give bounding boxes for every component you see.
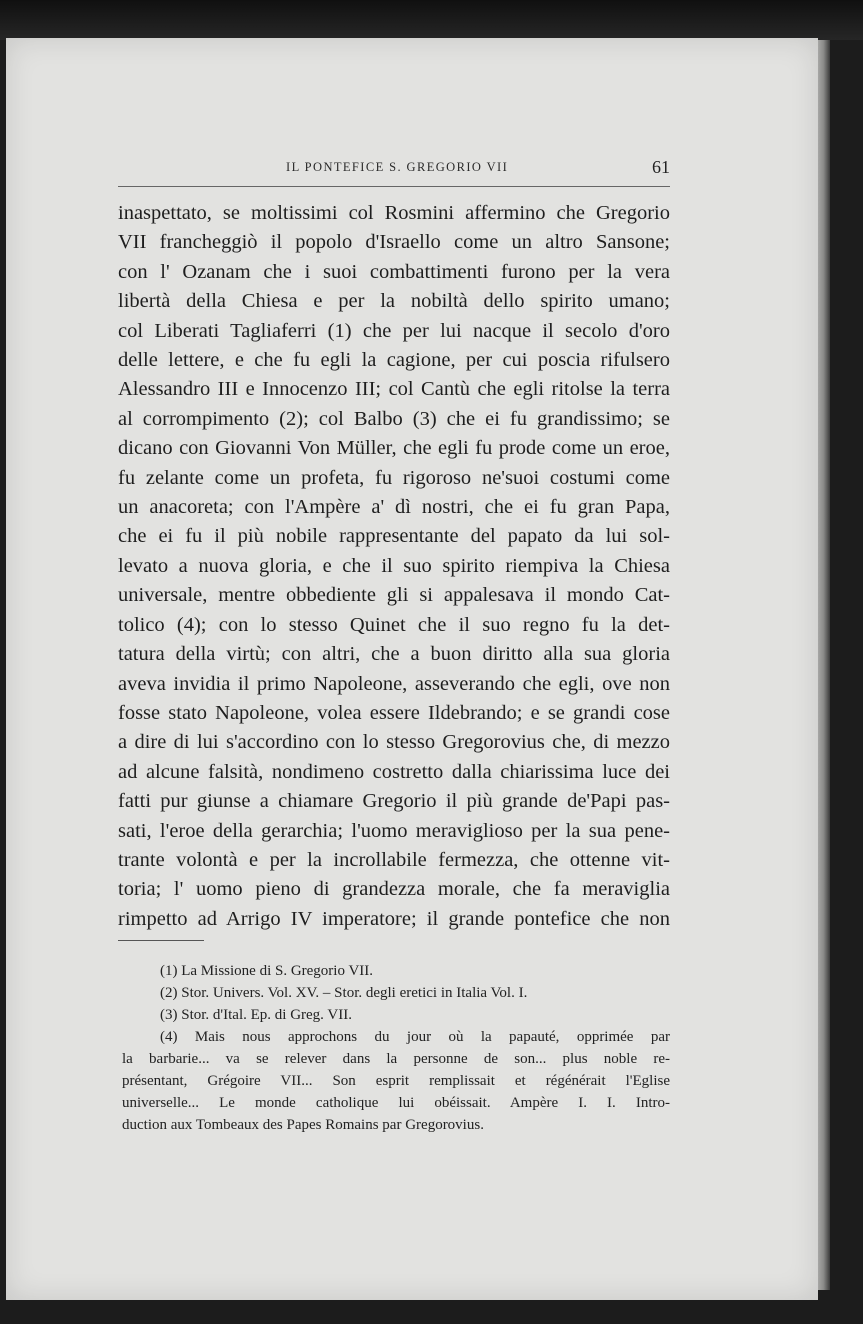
footnote-4-line: la barbarie... va se relever dans la personne de son... plus noble re- xyxy=(122,1051,670,1067)
text-line: fosse stato Napoleone, volea essere Ildebrando; e se grandi cose xyxy=(118,701,670,724)
text-line: inaspettato, se moltissimi col Rosmini affermino che Gregorio xyxy=(118,202,670,224)
text-line: tatura della virtù; con altri, che a buon diritto alla sua gloria xyxy=(118,643,670,666)
footnote-2: (2) Stor. Univers. Vol. XV. – Stor. degli eretici in Italia Vol. I. xyxy=(160,985,528,1001)
text-line: ad alcune falsità, nondimeno costretto dalla chiarissima luce dei xyxy=(118,760,670,783)
scan-background-top xyxy=(0,0,863,40)
text-line: universale, mentre obbediente gli si appalesava il mondo Cat- xyxy=(118,584,670,607)
running-title: IL PONTEFICE S. GREGORIO VII xyxy=(286,160,509,174)
footnote-4-line: présentant, Grégoire VII... Son esprit remplissait et régénérait l'Eglise xyxy=(122,1073,670,1089)
text-line: libertà della Chiesa e per la nobiltà dello spirito umano; xyxy=(118,290,670,313)
footnote-4-line: duction aux Tombeaux des Papes Romains par Gregorovius. xyxy=(122,1117,484,1133)
text-line: toria; l' uomo pieno di grandezza morale, che fa meraviglia xyxy=(118,878,670,901)
text-line: fatti pur giunse a chiamare Gregorio il più grande de'Papi pas- xyxy=(118,790,670,813)
page-number: 61 xyxy=(652,157,670,177)
text-line: col Liberati Tagliaferri (1) che per lui nacque il secolo d'oro xyxy=(118,319,670,342)
footnote-4-line: universelle... Le monde catholique lui obéissait. Ampère I. I. Intro- xyxy=(122,1095,670,1111)
text-line: tolico (4); con lo stesso Quinet che il suo regno fu la det- xyxy=(118,613,670,636)
text-line: fu zelante come un profeta, fu rigoroso ne'suoi costumi come xyxy=(118,466,670,489)
footnote-1: (1) La Missione di S. Gregorio VII. xyxy=(160,963,374,979)
main-text xyxy=(118,199,670,934)
text-line: che ei fu il più nobile rappresentante del papato da lui sol- xyxy=(118,525,670,548)
header-rule xyxy=(118,186,670,187)
footnote-4-line: (4) Mais nous approchons du jour où la papauté, opprimée par xyxy=(160,1029,670,1045)
text-line: al corrompimento (2); col Balbo (3) che ei fu grandissimo; se xyxy=(118,407,670,430)
footnote-3: (3) Stor. d'Ital. Ep. di Greg. VII. xyxy=(160,1007,352,1023)
text-line: delle lettere, e che fu egli la cagione, per cui poscia rifulsero xyxy=(118,349,670,372)
text-line: aveva invidia il primo Napoleone, asseverando che egli, ove non xyxy=(118,672,670,695)
text-line: un anacoreta; con l'Ampère a' dì nostri, che ei fu gran Papa, xyxy=(118,496,670,519)
text-line: dicano con Giovanni Von Müller, che egli fu prode come un eroe, xyxy=(118,437,670,460)
text-line: rimpetto ad Arrigo IV imperatore; il grande pontefice che non xyxy=(118,907,670,930)
text-line: a dire di lui s'accordino con lo stesso Gregorovius che, di mezzo xyxy=(118,731,670,754)
footnote-rule xyxy=(118,940,204,941)
text-line: VII francheggiò il popolo d'Israello come un altro Sansone; xyxy=(118,231,670,254)
text-line: con l' Ozanam che i suoi combattimenti furono per la vera xyxy=(118,260,670,283)
text-line: Alessandro III e Innocenzo III; col Cantù che egli ritolse la terra xyxy=(118,378,670,401)
text-line: sati, l'eroe della gerarchia; l'uomo meraviglioso per la sua pene- xyxy=(118,819,670,842)
text-line: levato a nuova gloria, e che il suo spirito riempiva la Chiesa xyxy=(118,554,670,577)
text-line: trante volontà e per la incrollabile fermezza, che ottenne vit- xyxy=(118,848,670,871)
page-header xyxy=(118,157,670,183)
footnotes xyxy=(122,960,670,1136)
